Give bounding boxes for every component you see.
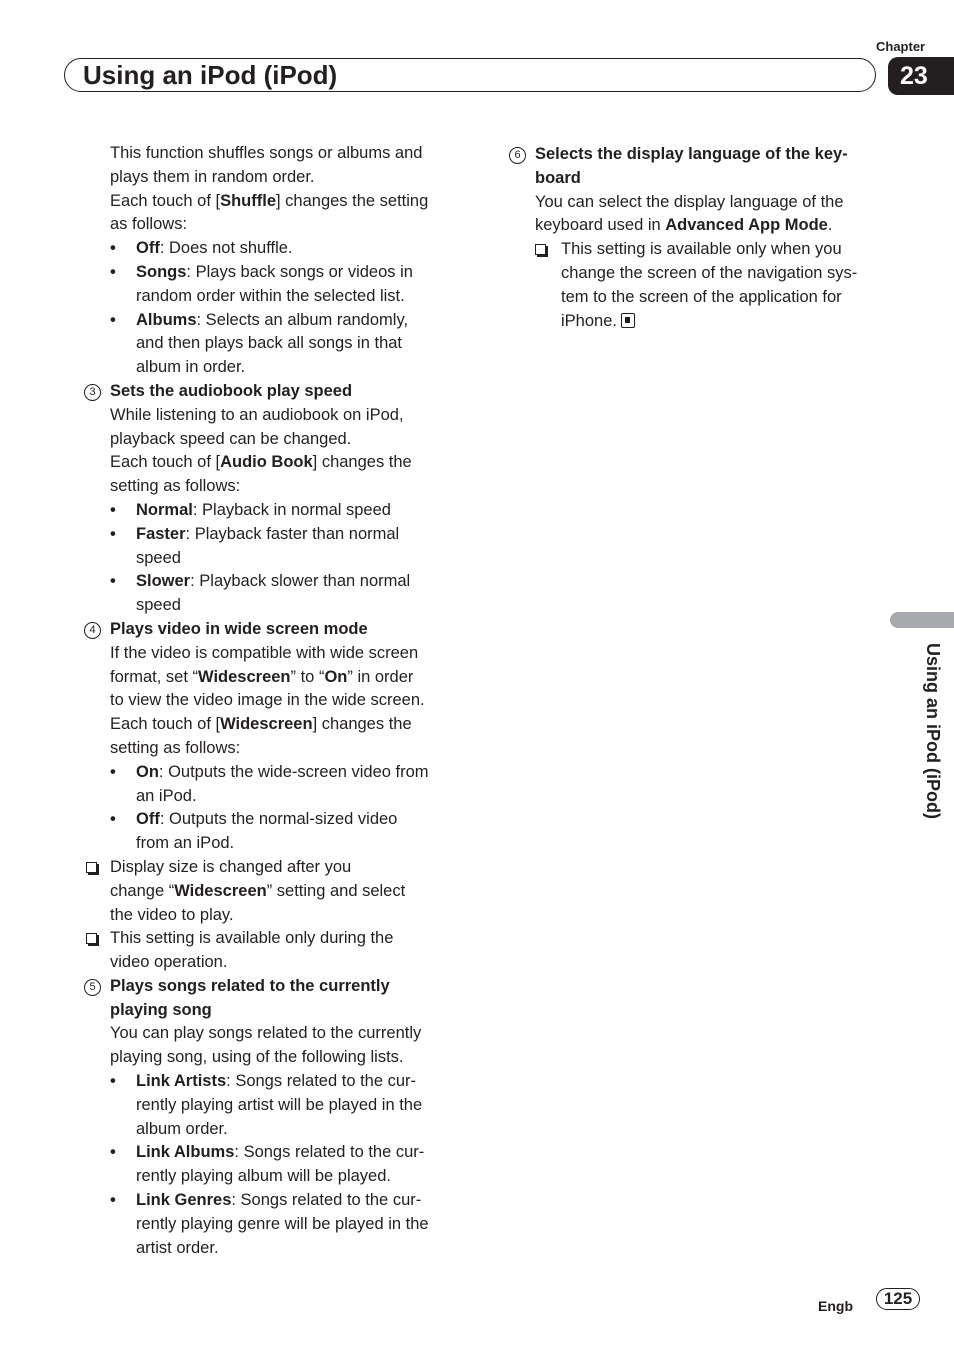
side-tab-label: Using an iPod (iPod) <box>923 643 943 819</box>
chapter-number: 23 <box>888 57 954 95</box>
bullet-continuation: album in order. <box>136 358 246 377</box>
shuffle-touch-line: as follows: <box>110 215 188 234</box>
note-checkbox-icon <box>86 862 97 873</box>
bullet-icon: • <box>110 1143 116 1162</box>
note-item: Display size is changed after you <box>84 856 456 880</box>
bullet-continuation: rently playing album will be played. <box>136 1167 391 1186</box>
right-column <box>509 143 881 333</box>
body-line: You can play songs related to the currently <box>110 1024 422 1043</box>
bullet-item: • Songs: Plays back songs or videos in <box>84 261 456 285</box>
shuffle-intro-line: plays them in random order. <box>110 167 315 186</box>
bullet-continuation: rently playing genre will be played in the <box>136 1214 429 1233</box>
bullet-icon: • <box>110 239 116 258</box>
bullet-item: • Albums: Selects an album randomly, <box>84 309 456 333</box>
note-item: This setting is available only during the <box>84 927 456 951</box>
note-item: This setting is available only when you <box>509 238 881 262</box>
bullet-icon: • <box>110 1072 116 1091</box>
bullet-continuation: artist order. <box>136 1238 219 1257</box>
bullet-item: • Link Artists: Songs related to the cur- <box>84 1070 456 1094</box>
bullet-icon: • <box>110 1191 116 1210</box>
note-checkbox-icon <box>535 244 546 255</box>
section-heading-continuation: playing song <box>110 1000 212 1019</box>
bullet-item: • Link Albums: Songs related to the cur- <box>84 1141 456 1165</box>
bullet-continuation: rently playing artist will be played in the <box>136 1095 423 1114</box>
bullet-icon: • <box>110 262 116 281</box>
section-heading: 6 Selects the display language of the key- <box>509 143 881 167</box>
body-line: While listening to an audiobook on iPod, <box>110 405 404 424</box>
bullet-icon: • <box>110 310 116 329</box>
body-line: playing song, using of the following lists. <box>110 1048 404 1067</box>
page-number: 125 <box>876 1288 920 1310</box>
bullet-icon: • <box>110 500 116 519</box>
body-line: keyboard used in Advanced App Mode. <box>535 216 833 235</box>
bullet-item: • Off: Does not shuffle. <box>84 237 456 261</box>
shuffle-key-label: Shuffle <box>220 191 276 210</box>
body-line: Each touch of [Audio Book] changes the <box>110 453 412 472</box>
left-column <box>84 142 456 1260</box>
section-heading: 5 Plays songs related to the currently <box>84 975 456 999</box>
bullet-continuation: random order within the selected list. <box>136 286 405 305</box>
section-number-icon: 6 <box>509 147 526 164</box>
section-number-icon: 4 <box>84 622 101 639</box>
note-continuation: tem to the screen of the application for <box>561 287 842 306</box>
language-code: Engb <box>818 1298 853 1314</box>
bullet-item: • On: Outputs the wide-screen video from <box>84 761 456 785</box>
bullet-continuation: from an iPod. <box>136 834 235 853</box>
bullet-item: • Normal: Playback in normal speed <box>84 499 456 523</box>
section-heading: 3 Sets the audiobook play speed <box>84 380 456 404</box>
body-line: to view the video image in the wide screen. <box>110 691 425 710</box>
bullet-continuation: speed <box>136 548 181 567</box>
side-tab-marker <box>890 612 954 628</box>
bullet-icon: • <box>110 524 116 543</box>
body-line: playback speed can be changed. <box>110 429 352 448</box>
section-heading-continuation: board <box>535 168 581 187</box>
bullet-item: • Link Genres: Songs related to the cur- <box>84 1189 456 1213</box>
section-number-icon: 3 <box>84 384 101 401</box>
body-line: You can select the display language of the <box>535 192 844 211</box>
page-title-bar <box>64 58 876 92</box>
body-line: setting as follows: <box>110 477 241 496</box>
bullet-icon: • <box>110 810 116 829</box>
body-line: If the video is compatible with wide screen <box>110 643 419 662</box>
bullet-icon: • <box>110 572 116 591</box>
end-of-section-icon <box>621 313 635 328</box>
note-continuation: change “Widescreen” setting and select <box>110 881 406 900</box>
bullet-icon: • <box>110 762 116 781</box>
body-line: format, set “Widescreen” to “On” in order <box>110 667 414 686</box>
shuffle-touch-line: Each touch of [Shuffle] changes the setting <box>110 191 429 210</box>
note-continuation: change the screen of the navigation sys- <box>561 263 858 282</box>
bullet-continuation: speed <box>136 596 181 615</box>
shuffle-intro-line: This function shuffles songs or albums and <box>110 144 423 162</box>
bullet-continuation: and then plays back all songs in that <box>136 334 403 353</box>
section-heading: 4 Plays video in wide screen mode <box>84 618 456 642</box>
bullet-item: • Off: Outputs the normal-sized video <box>84 808 456 832</box>
body-line: setting as follows: <box>110 738 241 757</box>
section-number-icon: 5 <box>84 979 101 996</box>
chapter-label: Chapter <box>876 39 926 54</box>
note-continuation: iPhone. <box>509 310 881 334</box>
bullet-continuation: album order. <box>136 1119 228 1138</box>
bullet-item: • Slower: Playback slower than normal <box>84 570 456 594</box>
page-title: Using an iPod (iPod) <box>83 60 338 90</box>
bullet-continuation: an iPod. <box>136 786 197 805</box>
note-checkbox-icon <box>86 933 97 944</box>
bullet-item: • Faster: Playback faster than normal <box>84 523 456 547</box>
note-continuation: video operation. <box>110 953 228 972</box>
note-continuation: the video to play. <box>110 905 234 924</box>
body-line: Each touch of [Widescreen] changes the <box>110 715 412 734</box>
